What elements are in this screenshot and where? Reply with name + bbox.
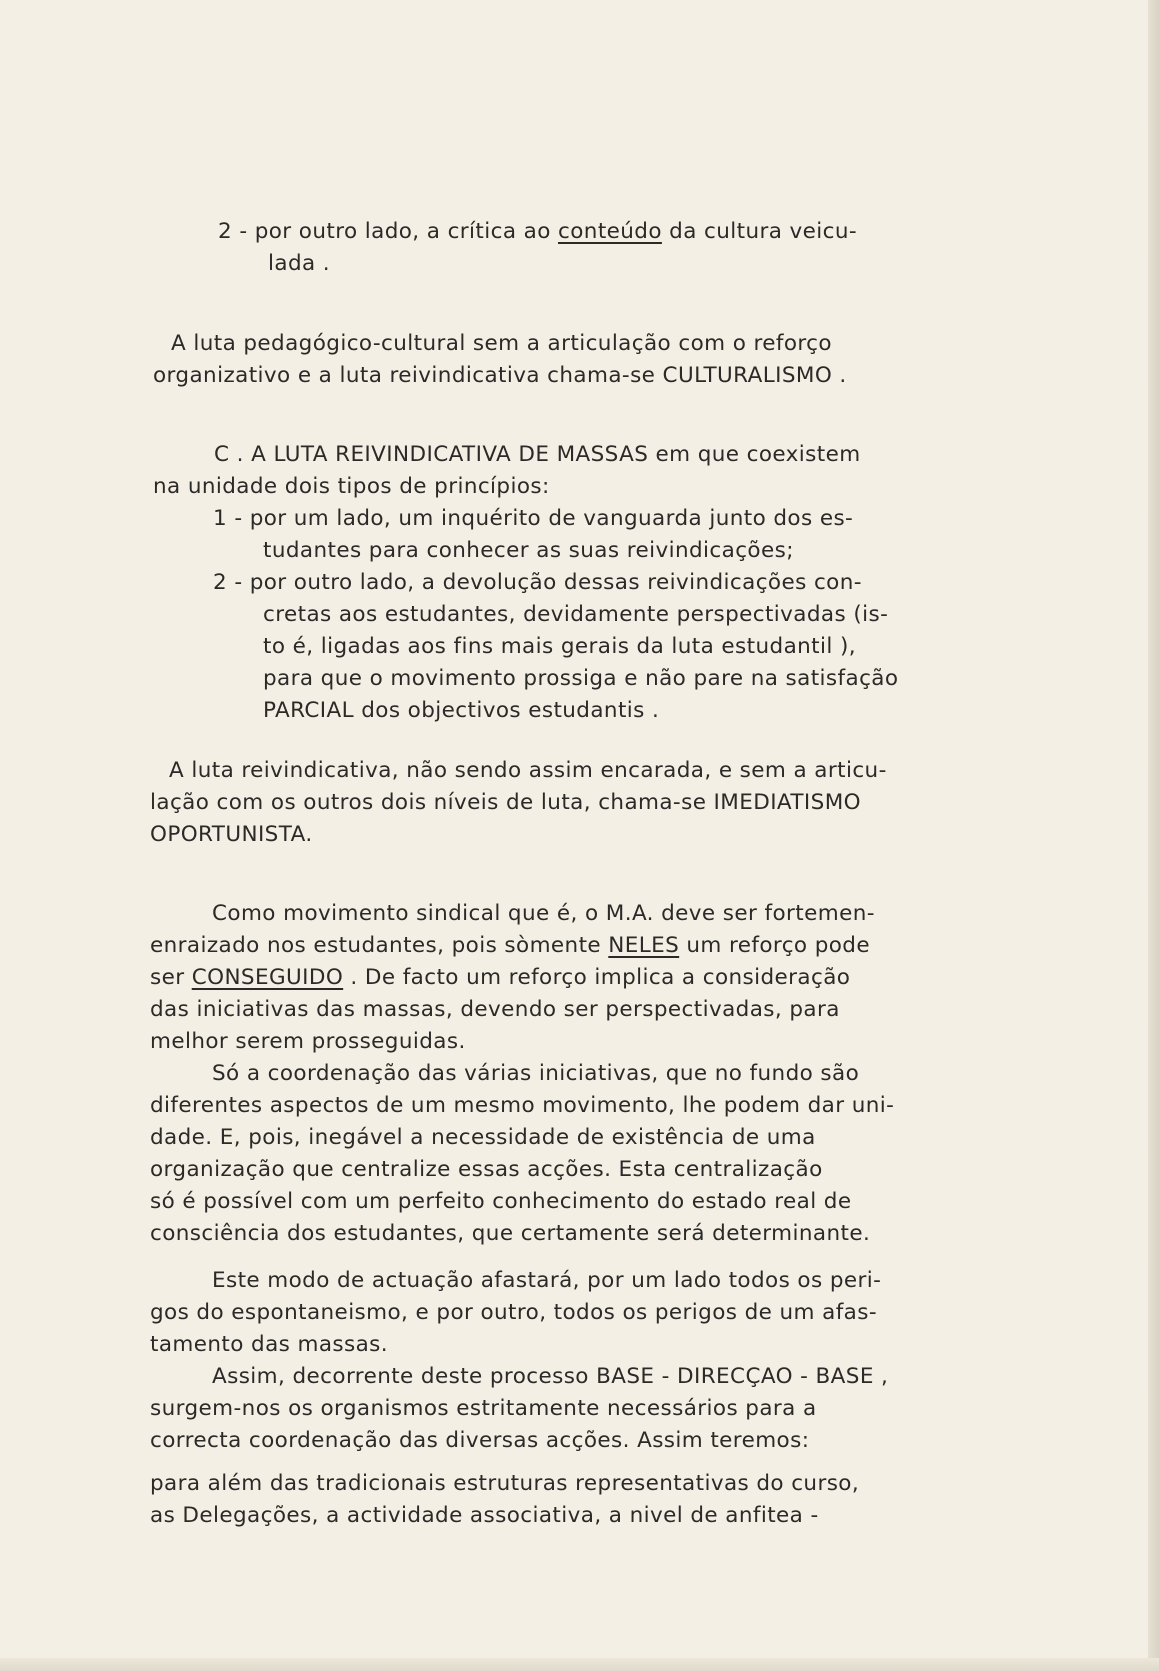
text-line: na unidade dois tipos de princípios: [153,474,550,499]
text-line: dade. E, pois, inegável a necessidade de existência de uma [150,1125,816,1150]
text-line: tamento das massas. [150,1332,389,1357]
text-line: para além das tradicionais estruturas representativas do curso, [150,1471,860,1496]
text-line: Como movimento sindical que é, o M.A. deve ser fortemen- [212,901,875,926]
text-line: das iniciativas das massas, devendo ser perspectivadas, para [150,997,840,1022]
text-line: A luta pedagógico-cultural sem a articulação com o reforço [171,331,832,356]
text-line: 1 - por um lado, um inquérito de vanguarda junto dos es- [213,506,854,531]
text-line: organizativo e a luta reivindicativa chama-se CULTURALISMO . [153,363,847,388]
text-line: 2 - por outro lado, a devolução dessas reivindicações con- [213,570,862,595]
text-line: Só a coordenação das várias iniciativas, que no fundo são [212,1061,860,1086]
text-line: correcta coordenação das diversas acções. Assim teremos: [150,1428,810,1453]
text-line: gos do espontaneismo, e por outro, todos os perigos de um afas- [150,1300,877,1325]
text-line: organização que centralize essas acções. Esta centralização [150,1157,823,1182]
text-line: só é possível com um perfeito conhecimento do estado real de [150,1189,852,1214]
text-line: melhor serem prosseguidas. [150,1029,466,1054]
text-line: consciência dos estudantes, que certamente será determinante. [150,1221,871,1246]
text-line: tudantes para conhecer as suas reivindicações; [263,538,794,563]
text-line: Este modo de actuação afastará, por um lado todos os peri- [212,1268,882,1293]
text-line: lação com os outros dois níveis de luta, chama-se IMEDIATISMO [150,790,861,815]
page-edge-shadow [1148,0,1159,1671]
text-line: as Delegações, a actividade associativa, a nivel de anfitea - [150,1503,819,1528]
text-line: PARCIAL dos objectivos estudantis . [263,698,660,723]
text-line: 2 - por outro lado, a crítica ao conteúdo da cultura veicu- [218,219,858,244]
text-line: A luta reivindicativa, não sendo assim encarada, e sem a articu- [169,758,887,783]
underlined-word: conteúdo [558,219,662,244]
text-line: OPORTUNISTA. [150,822,313,847]
underlined-word: CONSEGUIDO [191,965,344,990]
text-line: enraizado nos estudantes, pois sòmente NELES um reforço pode [150,933,870,958]
text-line: to é, ligadas aos fins mais gerais da luta estudantil ), [263,634,856,659]
text-line: ser CONSEGUIDO . De facto um reforço implica a consideração [150,965,851,990]
text-line: para que o movimento prossiga e não pare na satisfação [263,666,899,691]
section-heading-line: C . A LUTA REIVINDICATIVA DE MASSAS em que coexistem [214,442,861,467]
underlined-word: NELES [608,933,680,958]
text-line: Assim, decorrente deste processo BASE - DIRECÇAO - BASE , [212,1364,889,1389]
text-line: cretas aos estudantes, devidamente perspectivadas (is- [263,602,889,627]
page-bottom-edge [0,1658,1159,1671]
text-line: surgem-nos os organismos estritamente necessários para a [150,1396,817,1421]
text-line: lada . [268,251,331,276]
text-line: diferentes aspectos de um mesmo movimento, lhe podem dar uni- [150,1093,895,1118]
